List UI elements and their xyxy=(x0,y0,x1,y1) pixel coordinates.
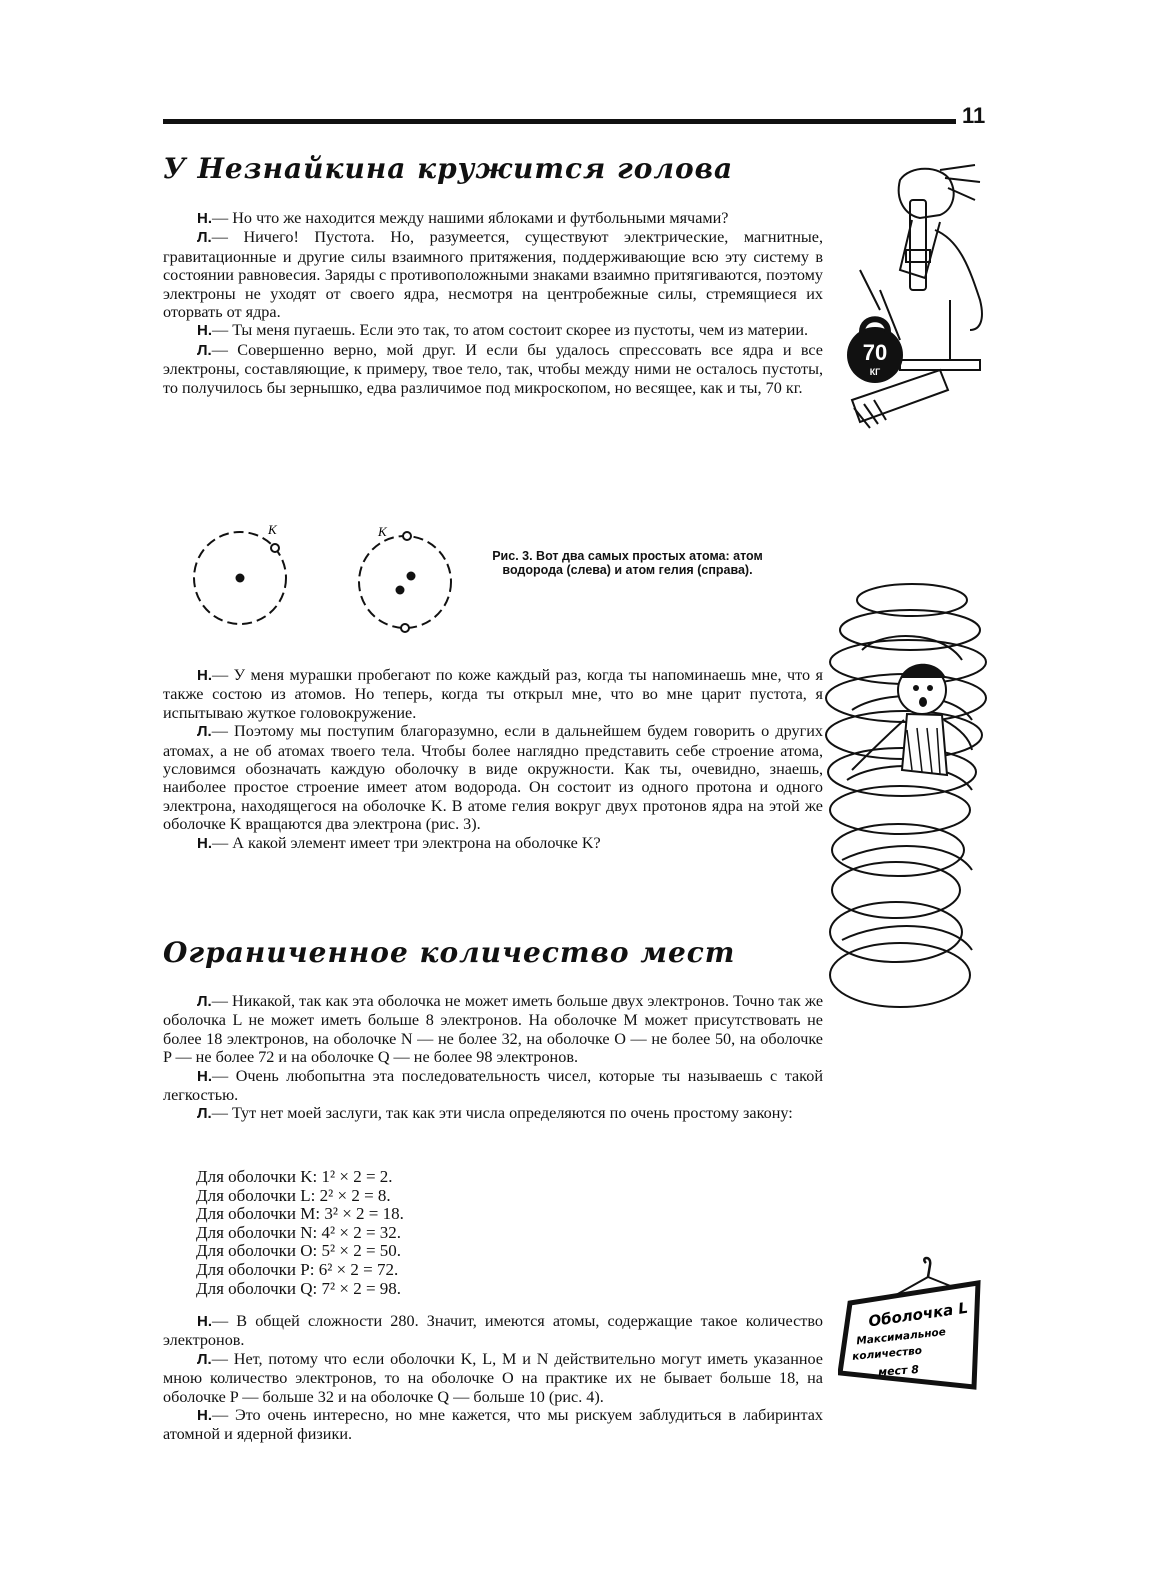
speaker-label: Н. xyxy=(197,834,212,852)
dialogue-paragraph xyxy=(163,1406,823,1444)
paragraph-text: — Совершенно верно, мой друг. И если бы удалось спрессовать все ядра и все электроны, составляющие, к примеру, твое тело, так, чтобы между ними не осталось пустоты, то получилось бы зернышко, едва различимое под микроскопом, но весящее, как и ты, 70 кг. xyxy=(163,340,823,397)
paragraph-text: — Но что же находится между нашими яблоками и футбольными мячами? xyxy=(212,209,729,227)
dialogue-paragraph xyxy=(163,1067,823,1105)
paragraph-text: — У меня мурашки пробегают по коже каждый раз, когда ты напоминаешь мне, что я также состою из атомов. Но теперь, когда ты открыл мне, что во мне царит пустота, я испытываю жуткое головокружение. xyxy=(163,666,823,722)
paragraph-text: — Тут нет моей заслуги, так как эти числа определяются по очень простому закону: xyxy=(211,1104,793,1123)
shell-label: K xyxy=(268,522,277,537)
electron xyxy=(271,544,279,552)
sign-line: Максимальное xyxy=(855,1326,947,1348)
electron xyxy=(403,532,411,540)
speaker-label: Н. xyxy=(197,210,212,227)
dialogue-paragraph xyxy=(163,228,823,321)
section-2-closing xyxy=(163,1312,823,1444)
dialogue-paragraph xyxy=(163,834,823,853)
sign-line: количество xyxy=(851,1344,923,1363)
section-2-title: Ограниченное количество мест xyxy=(163,936,736,969)
section-1-continued xyxy=(163,666,823,853)
header-rule xyxy=(163,119,956,124)
figure-3-atoms xyxy=(185,520,485,640)
speaker-label: Л. xyxy=(197,229,212,247)
electron xyxy=(401,624,409,632)
dialogue-paragraph xyxy=(163,1350,823,1406)
shell-capacity-formulas xyxy=(196,1168,404,1298)
paragraph-text: — Нет, потому что если оболочки K, L, M и N действительно могут иметь указанное мною количество электронов, то на оболочке O на практике их не бывает больше 18, на оболочке P — больше 32 и на оболочке Q — больше 10 (рис. 4). xyxy=(163,1349,823,1406)
dialogue-paragraph xyxy=(163,1104,823,1123)
sign-line: мест 8 xyxy=(877,1362,920,1379)
weight-unit: КГ xyxy=(869,367,881,377)
scientist-illustration xyxy=(840,160,990,435)
paragraph-text: — В общей сложности 280. Значит, имеются атомы, содержащие такое количество электронов. xyxy=(163,1312,823,1350)
formula-line: Для оболочки K: 1² × 2 = 2. xyxy=(196,1167,393,1186)
speaker-label: Л. xyxy=(197,1350,212,1368)
speaker-label: Л. xyxy=(197,1105,212,1123)
speaker-label: Л. xyxy=(197,723,212,741)
formula-line: Для оболочки P: 6² × 2 = 72. xyxy=(196,1259,399,1279)
shell-label: K xyxy=(378,524,387,539)
formula-line: Для оболочки N: 4² × 2 = 32. xyxy=(196,1222,402,1242)
paragraph-text: — Никакой, так как эта оболочка не может иметь больше двух электронов. Точно так же оболочка L не может иметь больше 8 электронов. На оболочке M может присутствовать не более 18 электронов, на оболочке N — не более 32, на оболочке O — не более 50, на оболочке P — не более 72 и на оболочке Q — не более 98 электронов. xyxy=(163,992,823,1067)
helium-atom xyxy=(359,524,451,632)
dialogue-paragraph xyxy=(163,341,823,397)
whirlwind-boy-illustration xyxy=(822,570,994,1018)
paragraph-text: — Очень любопытна эта последовательность чисел, которые ты называешь с такой легкостью. xyxy=(163,1066,823,1105)
paragraph-text: — Это очень интересно, но мне кажется, что мы рискуем заблудиться в лабиринтах атомной и ядерной физики. xyxy=(163,1406,823,1444)
nail-icon xyxy=(924,1258,930,1277)
weight-label: 70 xyxy=(862,340,888,365)
section-1-title: У Незнайкина кружится голова xyxy=(163,152,734,185)
speaker-label: Н. xyxy=(197,322,212,340)
hanging-sign-illustration xyxy=(838,1255,986,1400)
dialogue-paragraph xyxy=(163,209,823,228)
speaker-label: Л. xyxy=(197,341,212,359)
speaker-label: Л. xyxy=(197,993,212,1010)
sign-line: Оболочка L xyxy=(867,1298,970,1331)
nucleus-proton xyxy=(396,586,405,595)
paragraph-text: — А какой элемент имеет три электрона на оболочке K? xyxy=(212,833,601,852)
figure-3-caption: Рис. 3. Вот два самых простых атома: атом водорода (слева) и атом гелия (справа). xyxy=(492,549,763,577)
hydrogen-atom xyxy=(194,522,286,624)
paragraph-text: — Поэтому мы поступим благоразумно, если в дальнейшем будем говорить о других атомах, а не об атомах твоего тела. Чтобы более наглядно представить себе строение атома, условимся обозначать каждую оболочку в виде окружности. Как ты, очевидно, знаешь, наиболее простое строение имеет атом водорода. Он состоит из одного протона и одного электрона, находящегося на оболочке K. В атоме гелия вокруг двух протонов ядра на этой же оболочке K вращаются два электрона (рис. 3). xyxy=(163,722,823,834)
formula-line: Для оболочки O: 5² × 2 = 50. xyxy=(196,1241,402,1261)
formula-line: Для оболочки L: 2² × 2 = 8. xyxy=(196,1185,391,1205)
dialogue-paragraph xyxy=(163,1312,823,1350)
speaker-label: Н. xyxy=(197,667,212,684)
speaker-label: Н. xyxy=(197,1067,212,1085)
nucleus-proton xyxy=(407,572,416,581)
section-2-body xyxy=(163,992,823,1124)
formula-line: Для оболочки Q: 7² × 2 = 98. xyxy=(196,1278,402,1298)
page-number: 11 xyxy=(962,103,986,128)
dialogue-paragraph xyxy=(163,992,823,1067)
dialogue-paragraph xyxy=(163,722,823,833)
paragraph-text: — Ты меня пугаешь. Если это так, то атом состоит скорее из пустоты, чем из материи. xyxy=(212,321,809,340)
section-1-body xyxy=(163,209,823,397)
speaker-label: Н. xyxy=(197,1407,212,1425)
dialogue-paragraph xyxy=(163,666,823,722)
nucleus-proton xyxy=(236,574,245,583)
dialogue-paragraph xyxy=(163,321,823,340)
speaker-label: Н. xyxy=(197,1313,212,1330)
paragraph-text: — Ничего! Пустота. Но, разумеется, существуют электрические, магнитные, гравитационные и другие силы взаимного притяжения, поддерживающие всю эту систему в состоянии равновесия. Заряды с противоположными знаками взаимно притягиваются, поэтому электроны не уходят от своего ядра, несмотря на центробежные силы, стремящиеся их оторвать от ядра. xyxy=(163,228,823,322)
formula-line: Для оболочки M: 3² × 2 = 18. xyxy=(196,1204,404,1224)
